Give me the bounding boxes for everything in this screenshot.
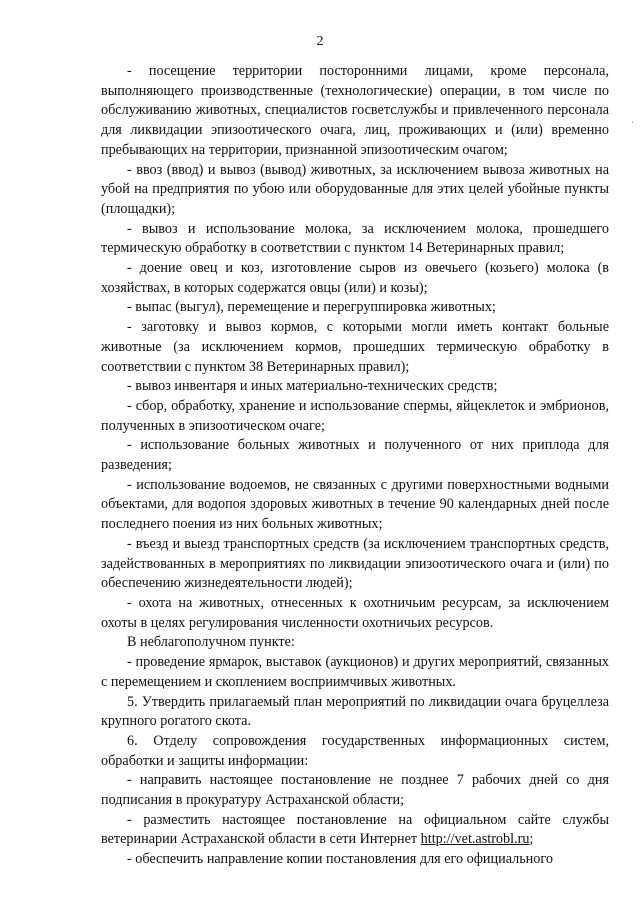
paragraph: - доение овец и коз, изготовление сыров из овечьего (козьего) молока (в хозяйствах, в которых содержатся овцы (или) и козы); [101, 260, 609, 296]
paragraph: - ввоз (ввод) и вывоз (вывод) животных, за исключением вывоза животных на убой на предприятия по убою или оборудованные для этих целей убойные пункты (площадки); [101, 161, 609, 217]
paragraph: - использование водоемов, не связанных с другими поверхностными водными объектами, для водопоя здоровых животных в течение 90 календарных дней после последнего поения из них больных животных; [101, 476, 609, 533]
paragraph: - охота на животных, отнесенных к охотничьим ресурсам, за исключением охоты в целях регулирования численности охотничьих ресурсов. [101, 594, 609, 631]
paragraph: - вывоз инвентаря и иных материально-технических средств; [127, 378, 498, 395]
paragraph-website [101, 811, 609, 850]
paragraph: - использование больных животных и полученного от них приплода для разведения; [101, 437, 609, 474]
website-text-end: ; [529, 831, 534, 848]
scan-mark: · [631, 118, 634, 127]
paragraph-final: - обеспечить направление копии постановления для его официального [127, 851, 553, 868]
paragraph: - заготовку и вывоз кормов, с которыми могли иметь контакт больные животные (за исключением кормов, прошедших термическую обработку в соответствии с пунктом 38 Ветеринарных правил); [101, 319, 609, 375]
page-number: 2 [316, 34, 324, 49]
paragraph-item-5: 5. Утвердить прилагаемый план мероприятий по ликвидации очага бруцеллеза крупного рогатого скота. [101, 693, 609, 730]
document-body [101, 62, 609, 870]
paragraph: - сбор, обработку, хранение и использование спермы, яйцеклеток и эмбрионов, полученных в эпизоотическом очаге; [101, 397, 609, 434]
website-link[interactable]: http://vet.astrobl.ru [420, 831, 530, 848]
section-heading: В неблагополучном пункте: [127, 634, 295, 651]
paragraph: - направить настоящее постановление не позднее 7 рабочих дней со дня подписания в прокуратуру Астраханской области; [101, 772, 609, 809]
paragraph-item-6: 6. Отделу сопровождения государственных информационных систем, обработки и защиты информации: [101, 732, 609, 769]
paragraph: - вывоз и использование молока, за исключением молока, прошедшего термическую обработку в соответствии с пунктом 14 Ветеринарных правил; [101, 220, 609, 257]
website-text: - разместить настоящее постановление на официальном сайте службы ветеринарии Астраханской области в сети Интернет [101, 811, 609, 848]
paragraph: - въезд и выезд транспортных средств (за исключением транспортных средств, задействованных в мероприятиях по ликвидации эпизоотического очага и (или) по обеспечению жизнедеятельности людей); [101, 535, 609, 592]
paragraph: - посещение территории посторонними лицами, кроме персонала, выполняющего производственные (технологические) операции, в том числе по обслуживанию животных, специалистов госветслужбы и привлеченного персонала для ликвидации эпизоотического очага, лиц, проживающих и (или) временно пребывающих на территории, признанной эпизоотическим очагом; [101, 63, 609, 158]
paragraph: - выпас (выгул), перемещение и перегруппировка животных; [127, 299, 496, 316]
paragraph: - проведение ярмарок, выставок (аукционов) и других мероприятий, связанных с перемещением и скоплением восприимчивых животных. [101, 654, 609, 690]
